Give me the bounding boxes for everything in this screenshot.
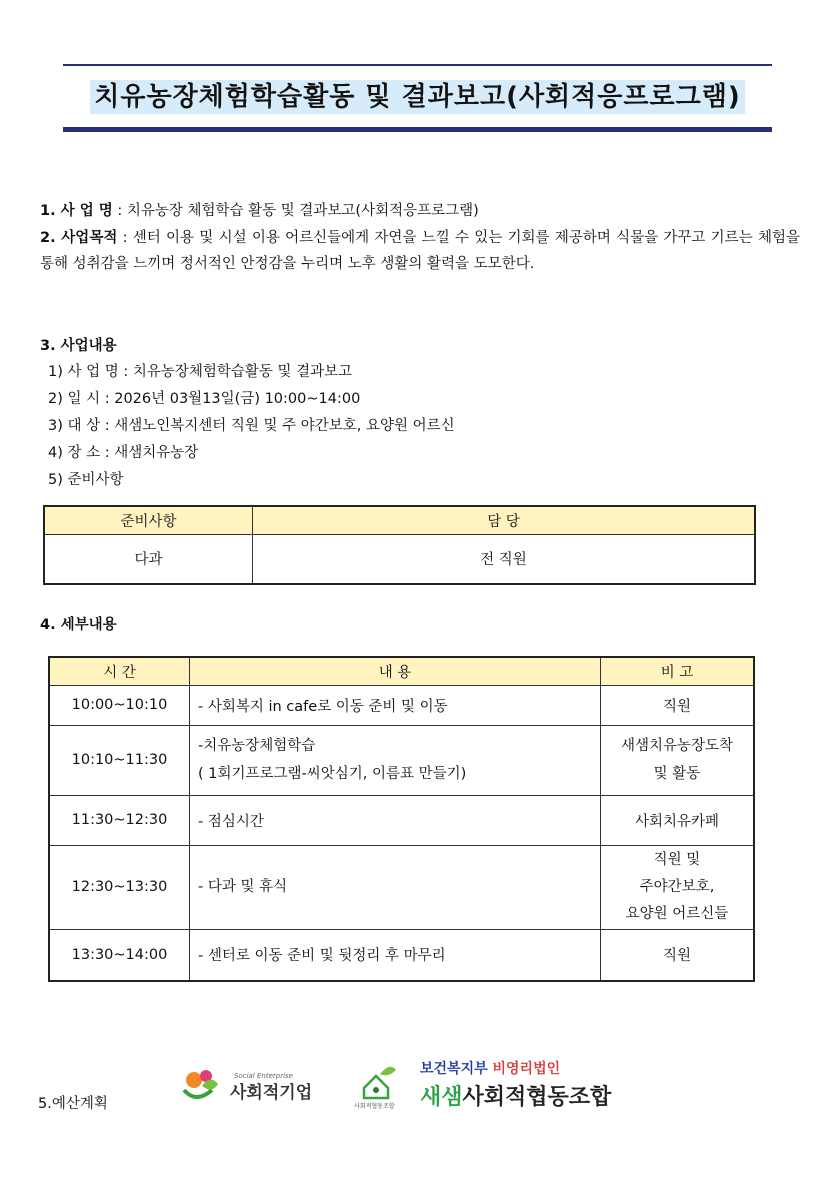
section-5-heading: 5.예산계획 <box>38 1096 108 1112</box>
schedule-content <box>190 845 601 929</box>
schedule-content <box>190 685 601 725</box>
schedule-note-line: 직원 <box>662 698 691 715</box>
coop-name-b: 사회적협동조합 <box>462 1085 612 1110</box>
section-3-item-5: 5) 준비사항 <box>48 472 124 488</box>
social-enterprise-logo <box>172 1060 332 1110</box>
section-3-item-3: 3) 대 상 : 새샘노인복지센터 직원 및 주 야간보호, 요양원 어르신 <box>48 418 455 434</box>
prep-cell-owner: 전 직원 <box>253 534 756 584</box>
section-1-text: : 치유농장 체험학습 활동 및 결과보고(사회적응프로그램) <box>112 203 479 219</box>
prep-table <box>43 505 756 585</box>
section-3-item-4: 4) 장 소 : 새샘치유농장 <box>48 445 199 461</box>
schedule-table <box>48 656 755 982</box>
schedule-content-line: ( 1회기프로그램-씨앗심기, 이름표 만들기) <box>198 766 467 782</box>
prep-header-owner: 담 당 <box>253 506 756 534</box>
schedule-time: 13:30~14:00 <box>49 929 190 981</box>
title-rule-bottom <box>63 127 772 132</box>
schedule-note-line: 요양원 어르신들 <box>625 905 729 922</box>
schedule-time: 12:30~13:30 <box>49 845 190 929</box>
schedule-time: 11:30~12:30 <box>49 795 190 845</box>
table-row <box>49 725 754 795</box>
schedule-note-line: 새샘치유농장도착 <box>620 738 734 754</box>
page-title: 치유농장체험학습활동 및 결과보고(사회적응프로그램) <box>90 80 745 114</box>
schedule-content-line: - 점심시간 <box>198 813 264 830</box>
schedule-note-line: 직원 <box>662 948 691 965</box>
schedule-note <box>601 685 755 725</box>
schedule-content-line: - 다과 및 휴식 <box>198 878 288 895</box>
coop-nonprofit: 비영리법인 <box>492 1061 561 1077</box>
table-row <box>49 795 754 845</box>
coop-line-2 <box>420 1080 611 1111</box>
schedule-header-note: 비 고 <box>601 657 755 685</box>
title-box <box>63 66 772 121</box>
schedule-content-line: -치유농장체험학습 <box>198 738 316 754</box>
prep-cell-item: 다과 <box>44 534 253 584</box>
schedule-header-content: 내 용 <box>190 657 601 685</box>
schedule-content-line: - 센터로 이동 준비 및 뒷정리 후 마무리 <box>198 948 446 965</box>
section-3-heading-text: 3. 사업내용 <box>40 338 117 354</box>
schedule-note <box>601 795 755 845</box>
schedule-time: 10:00~10:10 <box>49 685 190 725</box>
schedule-content <box>190 795 601 845</box>
section-2 <box>40 225 800 277</box>
section-3-item-1: 1) 사 업 명 : 치유농장체험학습활동 및 결과보고 <box>48 364 353 380</box>
schedule-note-line: 주야간보호, <box>639 878 715 895</box>
coop-emblem-text: 사회적협동조합 <box>354 1103 395 1110</box>
schedule-time: 10:10~11:30 <box>49 725 190 795</box>
social-enterprise-small-text: Social Enterprise <box>234 1072 293 1080</box>
section-3-item-2: 2) 일 시 : 2026년 03월13일(금) 10:00~14:00 <box>48 391 361 407</box>
table-row <box>49 685 754 725</box>
coop-name-a: 새샘 <box>420 1085 463 1110</box>
section-1 <box>40 198 479 224</box>
social-enterprise-text: 사회적기업 <box>230 1083 313 1103</box>
coop-logo <box>420 1058 611 1111</box>
schedule-note <box>601 725 755 795</box>
schedule-note-line: 사회치유카페 <box>634 813 720 830</box>
table-row <box>49 929 754 981</box>
table-row <box>49 845 754 929</box>
coop-ministry: 보건복지부 <box>420 1061 493 1077</box>
schedule-note <box>601 845 755 929</box>
schedule-content-line: - 사회복지 in cafe로 이동 준비 및 이동 <box>198 698 448 715</box>
section-2-text: : 센터 이용 및 시설 이용 어르신들에게 자연을 느낄 수 있는 기회를 제공하며 식물을 가꾸고 기르는 체험을 통해 성취감을 느끼며 정서적인 안정감을 누리며 노후 생활의 활력을 도모한다. <box>40 230 800 272</box>
section-4-heading-text: 4. 세부내용 <box>40 617 117 633</box>
section-1-label: 1. 사 업 명 <box>40 203 113 219</box>
schedule-content <box>190 929 601 981</box>
coop-emblem <box>350 1058 410 1110</box>
section-3-heading <box>40 333 117 359</box>
schedule-note <box>601 929 755 981</box>
title-block <box>63 64 772 132</box>
schedule-note-line: 직원 및 <box>653 851 701 868</box>
section-4-heading <box>40 612 117 638</box>
schedule-header-time: 시 간 <box>49 657 190 685</box>
section-2-label: 2. 사업목적 <box>40 230 118 246</box>
schedule-note-line: 및 활동 <box>653 766 701 782</box>
coop-line-1 <box>420 1058 611 1078</box>
prep-header-item: 준비사항 <box>44 506 253 534</box>
schedule-content <box>190 725 601 795</box>
